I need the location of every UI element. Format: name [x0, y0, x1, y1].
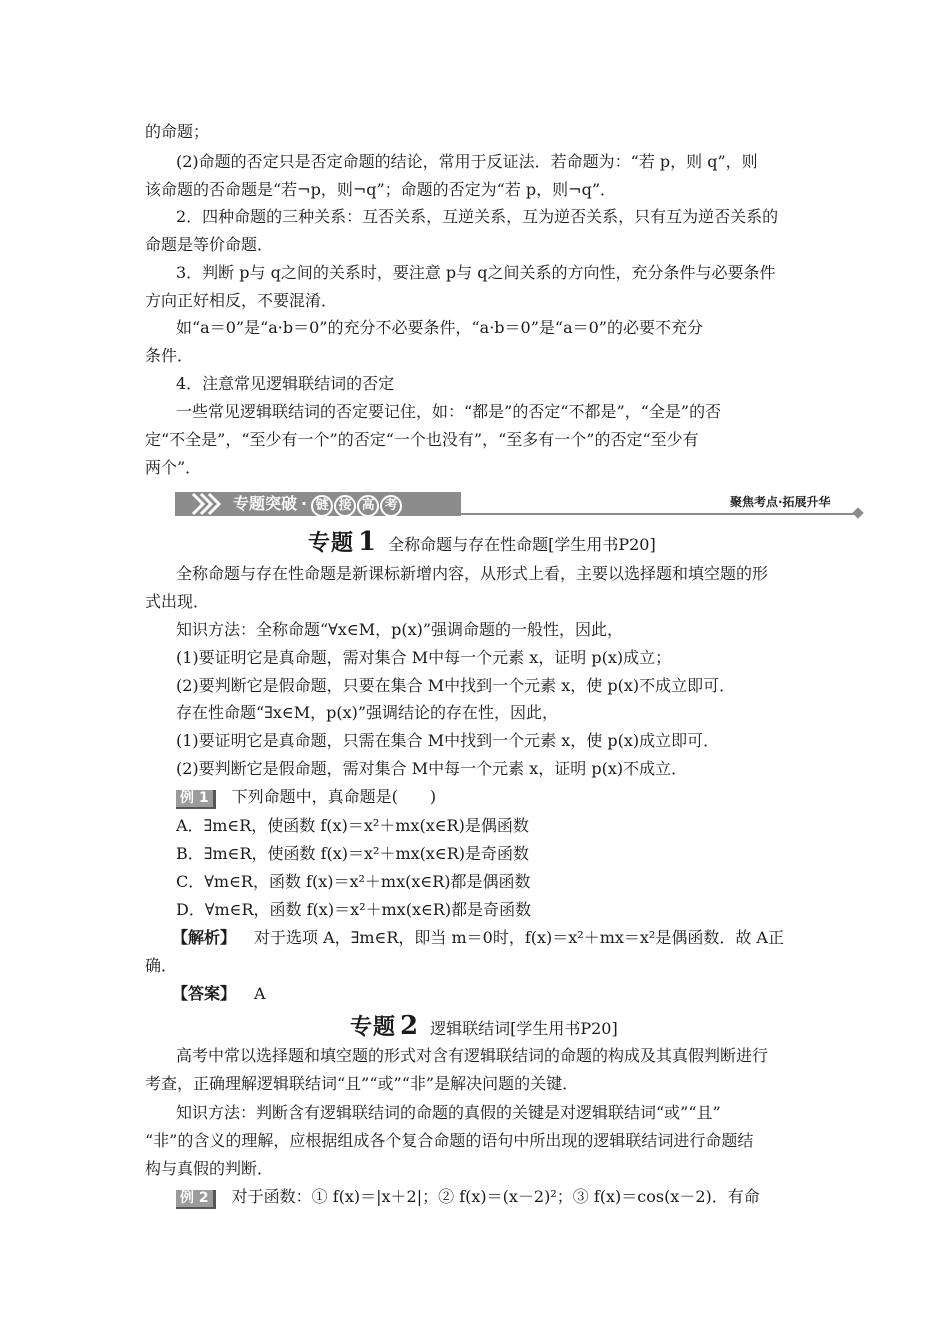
- banner-title-part1: 专题突破: [233, 494, 298, 513]
- text-line: (1)要证明它是真命题，只需在集合 M中找到一个元素 x，使 p(x)成立即可．: [176, 731, 720, 750]
- chevrons-icon: [175, 490, 235, 518]
- text-line: 3．判断 p与 q之间的关系时，要注意 p与 q之间关系的方向性，充分条件与必要条件: [176, 263, 776, 282]
- answer-line: [172, 984, 834, 1004]
- banner-char: 考: [380, 495, 402, 517]
- text-line: 考查，正确理解逻辑联结词“且”“或”“非”是解决问题的关键．: [145, 1074, 579, 1093]
- text-line: 一些常见逻辑联结词的否定要记住，如：“都是”的否定“不都是”，“全是”的否: [176, 402, 722, 421]
- text-line: (2)要判断它是假命题，只要在集合 M中找到一个元素 x，使 p(x)不成立即可．: [176, 676, 736, 695]
- text-line: 构与真假的判断．: [145, 1159, 274, 1178]
- text-line: 全称命题与存在性命题是新课标新增内容，从形式上看，主要以选择题和填空题的形: [176, 564, 769, 583]
- text-line: 命题是等价命题．: [145, 235, 274, 254]
- topic-label: 专题: [308, 531, 355, 556]
- text-line: 知识方法：判断含有逻辑联结词的命题的真假的关键是对逻辑联结词“或”“且”: [176, 1103, 721, 1122]
- analysis-text: 对于选项 A，∃m∈R，即当 m＝0时，f(x)＝x²＋mx＝x²是偶函数．故 A正: [254, 928, 784, 947]
- topic-title: 逻辑联结词[学生用书P20]: [430, 1019, 618, 1038]
- banner-char: 接: [334, 495, 356, 517]
- banner-subtitle: 聚焦考点·拓展升华: [730, 495, 831, 509]
- text-line: (1)要证明它是真命题，需对集合 M中每一个元素 x，证明 p(x)成立；: [176, 648, 672, 667]
- text-line: 4．注意常见逻辑联结词的否定: [176, 374, 395, 393]
- text-line: (2)命题的否定只是否定命题的结论，常用于反证法．若命题为：“若 p，则 q”，则: [176, 152, 758, 171]
- text-line: 如“a＝0”是“a·b＝0”的充分不必要条件，“a·b＝0”是“a＝0”的必要不充分: [176, 318, 703, 337]
- topic-label: 专题: [350, 1015, 397, 1040]
- example-question: 下列命题中，真命题是( ): [231, 787, 437, 806]
- banner-rule: [461, 513, 856, 515]
- example-stem: [176, 1187, 807, 1209]
- section-banner: [175, 490, 865, 518]
- topic-heading: [350, 1010, 618, 1041]
- text-line: 存在性命题“∃x∈M，p(x)”强调结论的存在性，因此，: [176, 703, 559, 722]
- option-c: C．∀m∈R，函数 f(x)＝x²＋mx(x∈R)都是偶函数: [176, 872, 531, 891]
- text-line: 式出现．: [145, 592, 210, 611]
- topic-heading: [308, 526, 656, 557]
- option-a: A．∃m∈R，使函数 f(x)＝x²＋mx(x∈R)是偶函数: [176, 816, 529, 835]
- topic-number: 2: [400, 1011, 419, 1041]
- text-line: (2)要判断它是假命题，需对集合 M中每一个元素 x，证明 p(x)不成立．: [176, 759, 688, 778]
- diamond-icon: [852, 507, 863, 518]
- example-badge: 例 1: [176, 790, 216, 809]
- example-stem: [176, 787, 807, 809]
- topic-title: 全称命题与存在性命题[学生用书P20]: [388, 535, 656, 554]
- example-question: 对于函数：① f(x)＝|x＋2|；② f(x)＝(x－2)²；③ f(x)＝cos(x－2)．有命: [231, 1187, 760, 1206]
- text-line: “非”的含义的理解，应根据组成各个复合命题的语句中所出现的逻辑联结词进行命题结: [145, 1131, 754, 1150]
- text-line: 条件．: [145, 346, 194, 365]
- text-line: 知识方法：全称命题“∀x∈M，p(x)”强调命题的一般性，因此，: [176, 620, 624, 639]
- analysis-cont: 确．: [145, 956, 178, 975]
- banner-dot: ·: [301, 494, 308, 513]
- text-line: 高考中常以选择题和填空题的形式对含有逻辑联结词的命题的构成及其真假判断进行: [176, 1046, 769, 1065]
- example-badge: 例 2: [176, 1190, 216, 1209]
- text-line: 的命题；: [145, 122, 210, 141]
- answer-tag: 【答案】: [172, 984, 237, 1003]
- text-line: 两个”．: [145, 458, 202, 477]
- option-b: B．∃m∈R，使函数 f(x)＝x²＋mx(x∈R)是奇函数: [176, 844, 530, 863]
- answer-value: A: [254, 984, 266, 1003]
- text-line: 2．四种命题的三种关系：互否关系，互逆关系，互为逆否关系，只有互为逆否关系的: [176, 207, 779, 226]
- banner-char: 链: [311, 495, 333, 517]
- option-d: D．∀m∈R，函数 f(x)＝x²＋mx(x∈R)都是奇函数: [176, 900, 532, 919]
- banner-title: [233, 493, 403, 517]
- text-line: 该命题的否命题是“若¬p，则¬q”；命题的否定为“若 p，则¬q”．: [145, 180, 616, 199]
- analysis-tag: 【解析】: [172, 928, 237, 947]
- analysis-line: [172, 928, 834, 948]
- topic-number: 1: [358, 527, 377, 557]
- text-line: 定“不全是”，“至少有一个”的否定“一个也没有”，“至多有一个”的否定“至少有: [145, 430, 699, 449]
- banner-char: 高: [357, 495, 379, 517]
- text-line: 方向正好相反，不要混淆．: [145, 291, 338, 310]
